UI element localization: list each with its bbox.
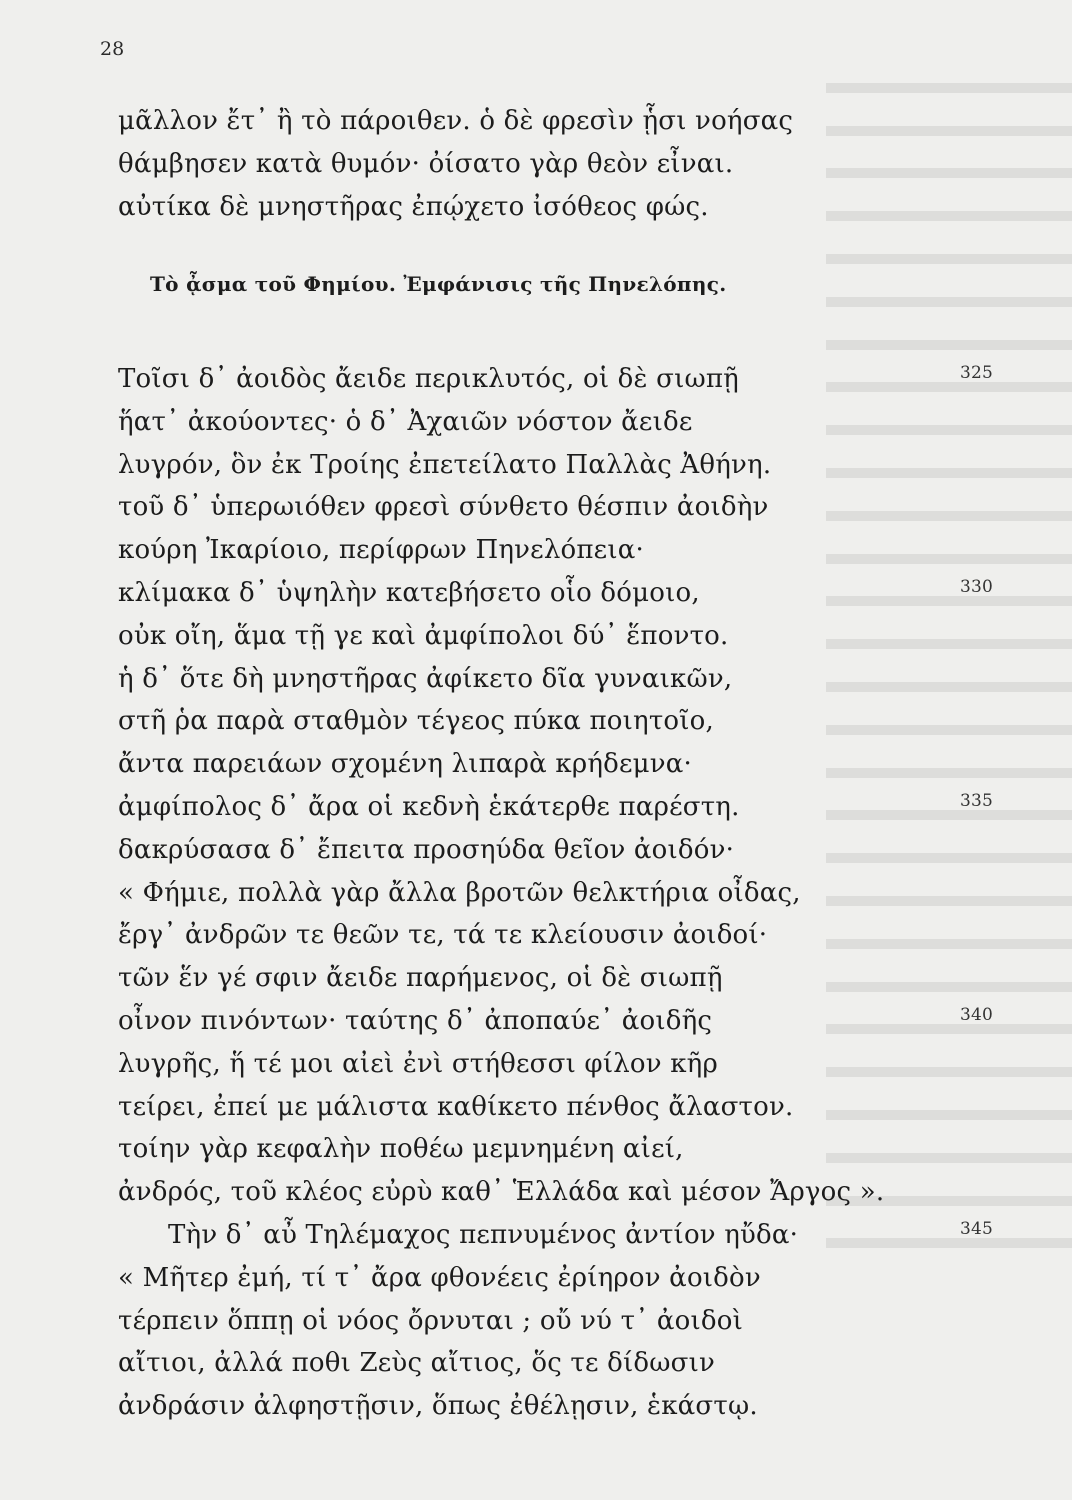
verse-line <box>118 1342 978 1385</box>
line-number: 325 <box>960 363 994 383</box>
verse-text: λυγρῆς, ἥ τέ μοι αἰεὶ ἐνὶ στήθεσσι φίλον κῆρ <box>118 1048 718 1079</box>
verse-text: ἥατ᾿ ἀκούοντες· ὁ δ᾿ Ἀχαιῶν νόστον ἄειδε <box>118 406 693 437</box>
verse-line <box>118 1000 994 1043</box>
section-heading: Τὸ ᾆσμα τοῦ Φημίου. Ἐμφάνισις τῆς Πηνελόπης. <box>150 272 727 296</box>
verse-text: οὐκ οἴη, ἅμα τῇ γε καὶ ἀμφίπολοι δύ᾿ ἕποντο. <box>118 620 729 651</box>
verse-line <box>118 658 978 701</box>
verse-text: « Μῆτερ ἐμή, τί τ᾿ ἄρα φθονέεις ἐρίηρον ἀοιδὸν <box>118 1262 761 1293</box>
page-number: 28 <box>100 38 125 60</box>
verse-line: θάμβησεν κατὰ θυμόν· ὀίσατο γὰρ θεὸν εἶναι. <box>118 148 734 179</box>
verse-line <box>118 1257 978 1300</box>
verse-line <box>118 444 978 487</box>
line-number: 345 <box>960 1218 994 1239</box>
verse-text: τείρει, ἐπεί με μάλιστα καθίκετο πένθος ἄλαστον. <box>118 1091 794 1122</box>
line-number: 330 <box>960 576 994 597</box>
verse-line <box>118 700 978 743</box>
verse-text: ἀνδράσιν ἀλφηστῇσιν, ὅπως ἐθέλῃσιν, ἑκάστῳ. <box>118 1391 758 1422</box>
verse-text: τοῦ δ᾿ ὑπερωιόθεν φρεσὶ σύνθετο θέσπιν ἀοιδὴν <box>118 492 769 523</box>
verse-text: αἴτιοι, ἀλλά ποθι Ζεὺς αἴτιος, ὅς τε δίδωσιν <box>118 1348 715 1379</box>
verse-line <box>118 401 978 444</box>
verse-line <box>118 872 978 915</box>
verse-text: Τὴν δ᾿ αὖ Τηλέμαχος πεπνυμένος ἀντίον ηὔδα· <box>168 1219 799 1250</box>
verse-text: στῆ ῥα παρὰ σταθμὸν τέγεος πύκα ποιητοῖο, <box>118 706 714 737</box>
verse-text: κλίμακα δ᾿ ὑψηλὴν κατεβήσετο οἷο δόμοιο, <box>118 577 700 608</box>
verse-line <box>118 572 994 615</box>
verse-text: ἡ δ᾿ ὅτε δὴ μνηστῆρας ἀφίκετο δῖα γυναικῶν, <box>118 663 733 694</box>
line-number: 335 <box>960 790 994 811</box>
verse-text: τοίην γὰρ κεφαλὴν ποθέω μεμνημένη αἰεί, <box>118 1134 684 1165</box>
verse-text: οἶνον πινόντων· ταύτης δ᾿ ἀποπαύε᾿ ἀοιδῆς <box>118 1005 713 1036</box>
verse-line: αὐτίκα δὲ μνηστῆρας ἐπῴχετο ἰσόθεος φώς. <box>118 191 709 222</box>
line-number: 340 <box>960 1004 994 1025</box>
verse-text: Τοῖσι δ᾿ ἀοιδὸς ἄειδε περικλυτός, οἱ δὲ σιωπῇ <box>118 364 739 394</box>
verse-text: δακρύσασα δ᾿ ἔπειτα προσηύδα θεῖον ἀοιδόν· <box>118 834 735 865</box>
verse-text: λυγρόν, ὃν ἐκ Τροίης ἐπετείλατο Παλλὰς Ἀθήνη. <box>118 449 772 480</box>
verse-line <box>118 743 978 786</box>
verse-text: κούρη Ἰκαρίοιο, περίφρων Πηνελόπεια· <box>118 535 644 566</box>
verse-line <box>118 1300 978 1343</box>
verse-line <box>118 1128 978 1171</box>
verse-text: ἀνδρός, τοῦ κλέος εὐρὺ καθ᾿ Ἑλλάδα καὶ μέσον Ἄργος ». <box>118 1177 885 1208</box>
verse-line <box>118 786 994 829</box>
verse-line: μᾶλλον ἔτ᾿ ἢ τὸ πάροιθεν. ὁ δὲ φρεσὶν ᾗσι νοήσας <box>118 106 794 136</box>
verse-line <box>118 615 978 658</box>
verse-block <box>118 358 994 1428</box>
verse-line <box>118 1171 978 1214</box>
verse-line <box>118 957 978 1000</box>
verse-text: ἄντα παρειάων σχομένη λιπαρὰ κρήδεμνα· <box>118 749 692 780</box>
verse-text: τέρπειν ὅππῃ οἱ νόος ὄρνυται ; οὔ νύ τ᾿ ἀοιδοὶ <box>118 1305 744 1336</box>
verse-line <box>118 1043 978 1086</box>
verse-line <box>118 529 978 572</box>
verse-text: « Φήμιε, πολλὰ γὰρ ἄλλα βροτῶν θελκτήρια οἶδας, <box>118 877 801 908</box>
verse-line <box>118 1086 978 1129</box>
verse-line <box>118 1214 994 1257</box>
verse-line <box>118 358 994 401</box>
verse-line <box>118 829 978 872</box>
verse-line <box>118 914 978 957</box>
intro-verses <box>118 100 978 228</box>
verse-line <box>118 1385 978 1428</box>
verse-text: ἀμφίπολος δ᾿ ἄρα οἱ κεδνὴ ἑκάτερθε παρέστη. <box>118 791 740 822</box>
verse-line <box>118 486 978 529</box>
verse-text: τῶν ἕν γέ σφιν ἄειδε παρήμενος, οἱ δὲ σιωπῇ <box>118 963 723 994</box>
verse-text: ἔργ᾿ ἀνδρῶν τε θεῶν τε, τά τε κλείουσιν ἀοιδοί· <box>118 920 768 951</box>
